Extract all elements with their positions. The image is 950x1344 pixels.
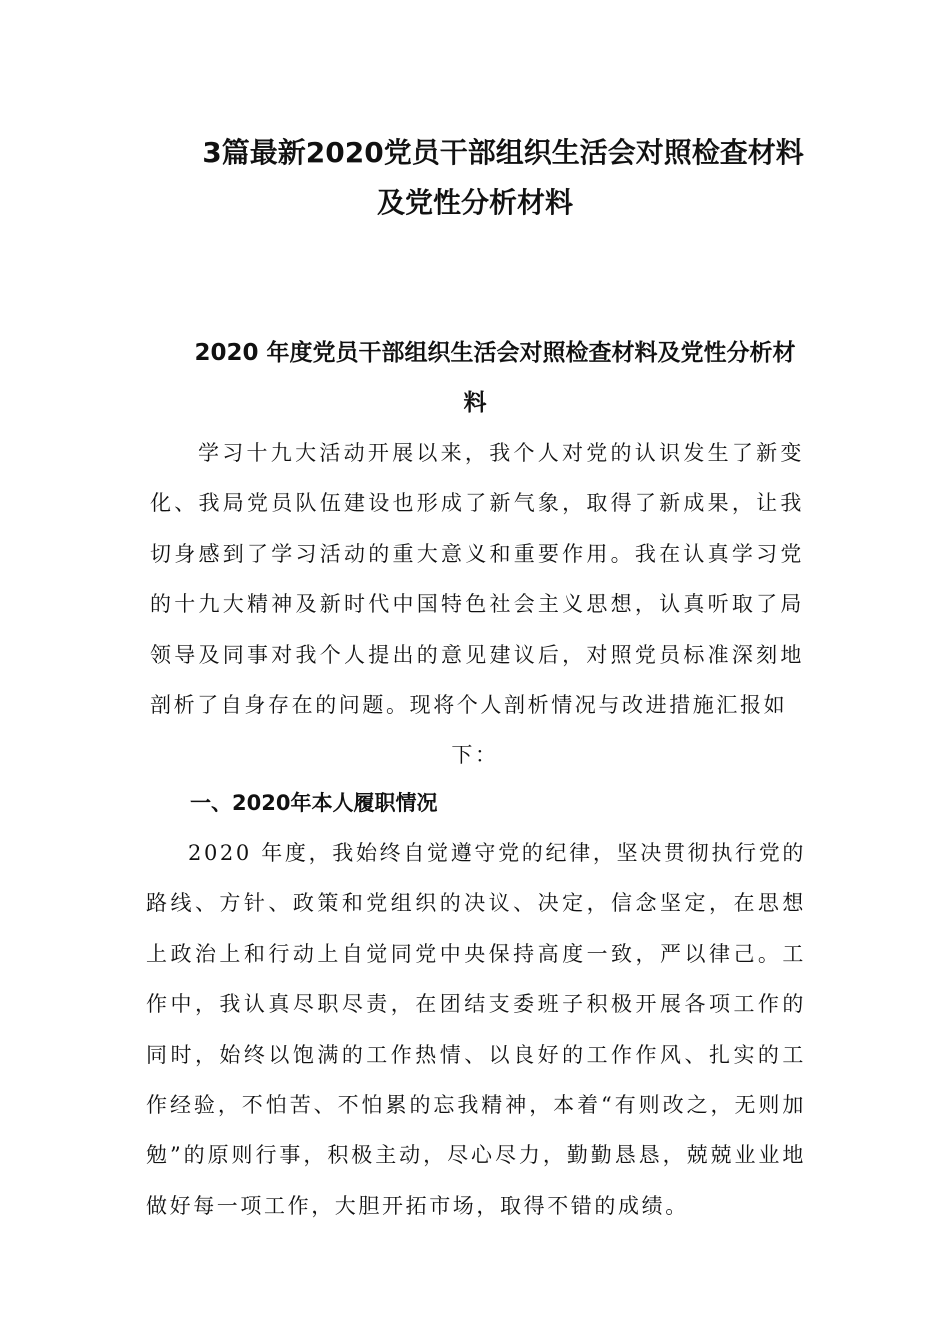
section-heading-1: 一、2020年本人履职情况: [190, 791, 438, 815]
intro-paragraph: 学习十九大活动开展以来，我个人对党的认识发生了新变化、我局党员队伍建设也形成了新气象，取得了新成果，让我切身感到了学习活动的重大意义和重要作用。我在认真学习党的十九大精神及新时代中国特色社会主义思想，认真听取了局领导及同事对我个人提出的意见建议后，对照党员标准深刻地剖析了自身存在的问题。现将个人剖析情况与改进措施汇报如: [150, 441, 804, 718]
intro-paragraph-end: 下：: [451, 743, 499, 767]
section-title-line1: 2020 年度党员干部组织生活会对照检查材料及党性分析材: [194, 340, 796, 366]
body-paragraph-1: 2020 年度，我始终自觉遵守党的纪律，坚决贯彻执行党的路线、方针、政策和党组织的决议、决定，信念坚定，在思想上政治上和行动上自觉同党中央保持高度一致，严以律己。工作中，我认真尽职尽责，在团结支委班子积极开展各项工作的同时，始终以饱满的工作热情、以良好的工作作风、扎实的工作经验，不怕苦、不怕累的忘我精神，本着“有则改之，无则加勉”的原则行事，积极主动，尽心尽力，勤勤恳恳，兢兢业业地做好每一项工作，大胆开拓市场，取得不错的成绩。: [146, 841, 806, 1218]
document-title-line2: 及党性分析材料: [376, 186, 573, 219]
section-title-line2: 料: [463, 390, 487, 416]
document-title-line1: 3篇最新2020党员干部组织生活会对照检查材料: [202, 136, 804, 169]
